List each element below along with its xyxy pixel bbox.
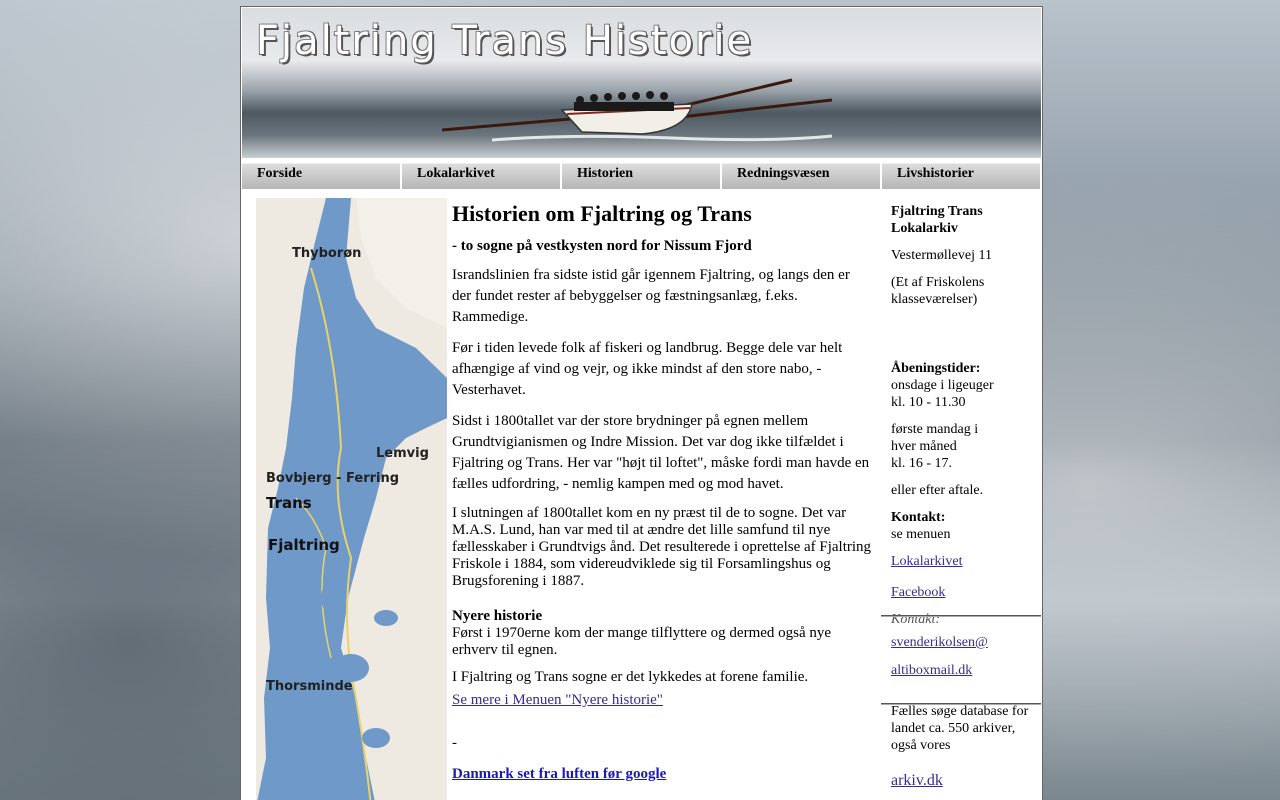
hours-line-4: hver måned [891, 439, 957, 454]
main-content [452, 197, 872, 793]
archive-address: Vestermøllevej 11 [891, 248, 992, 263]
map-label-trans: Trans [266, 494, 312, 512]
coast-map [256, 198, 447, 800]
dash-text: - [452, 735, 457, 751]
united-text: I Fjaltring og Trans sogne er det lykkedes at forene familie. [452, 669, 809, 685]
denmark-aerial-link[interactable]: Danmark set fra luften før google [452, 766, 667, 782]
hours-line-5: kl. 16 - 17. [891, 456, 953, 471]
more-history-link[interactable]: Se mere i Menuen "Nyere historie" [452, 692, 663, 708]
map-label-thorsminde: Thorsminde [266, 679, 353, 694]
rescue-boat-image [432, 78, 832, 148]
nav-item-historien[interactable]: Historien [562, 163, 720, 189]
map-label-thyboron: Thyborøn [292, 246, 362, 261]
paragraph-1: Israndslinien fra sidste istid går igennem Fjaltring, og langs den er der fundet rester af bebyggelser og fæstningsanlæg, f.eks. Rammedige. [452, 267, 850, 325]
paragraph-3: Sidst i 1800tallet var der store brydninger på egnen mellem Grundtvigianismen og Indre Mission. Det var dog ikke tilfældet i Fjaltring og Trans. Her var "højt til loftet", måske fordi man havde en fælles udfordring, - nemlig kampen med og mod havet. [452, 413, 870, 492]
sidebar-divider [881, 615, 1041, 617]
nav-item-redningsvaesen[interactable]: Redningsvæsen [722, 163, 880, 189]
map-label-bovbjerg-ferring: Bovbjerg - Ferring [266, 471, 400, 486]
site-title: Fjaltring Trans Historie [256, 18, 754, 64]
page-subtitle: - to sogne på vestkysten nord for Nissum Fjord [452, 238, 752, 254]
nav-item-forside[interactable]: Forside [242, 163, 400, 189]
contact-text: se menuen [891, 527, 951, 542]
nav-item-livshistorier[interactable]: Livshistorier [882, 163, 1040, 189]
hours-line-2: kl. 10 - 11.30 [891, 395, 966, 410]
map-label-lemvig: Lemvig [376, 446, 429, 461]
archive-name: Fjaltring Trans Lokalarkiv [891, 204, 983, 236]
email-link-part-2[interactable]: altiboxmail.dk [891, 663, 973, 678]
hours-line-3: første mandag i [891, 422, 979, 437]
facebook-link[interactable]: Facebook [891, 585, 946, 600]
hours-line-6: eller efter aftale. [891, 483, 984, 498]
archive-address-note: (Et af Friskolens klasseværelser) [891, 275, 985, 307]
email-link-part-1[interactable]: svenderikolsen@ [891, 635, 988, 650]
newer-history-heading: Nyere historie [452, 608, 543, 624]
hours-line-1: onsdage i ligeuger [891, 378, 994, 393]
lokalarkivet-link[interactable]: Lokalarkivet [891, 554, 963, 569]
nav-item-lokalarkivet[interactable]: Lokalarkivet [402, 163, 560, 189]
contact-label: Kontakt: [891, 612, 940, 627]
paragraph-2: Før i tiden levede folk af fiskeri og landbrug. Begge dele var helt afhængige af vind og vejr, og ikke mindst af den store nabo, - Vesterhavet. [452, 340, 843, 398]
database-text: Fælles søge database for landet ca. 550 arkiver, også vores [891, 704, 1029, 753]
hours-heading: Åbeningstider: [891, 361, 981, 376]
sidebar-divider-2 [881, 703, 1041, 705]
paragraph-4: I slutningen af 1800tallet kom en ny præst til de to sogne. Det var M.A.S. Lund, han var med til at ændre det lille samfund til nye fællesskaber i Grundtvigs ånd. Det resulterede i oprettelse af Fjaltring Friskole i 1884, som videreudviklede sig til Forsamlingshus og Brugsforening i 1887. [452, 505, 872, 589]
header-banner [242, 8, 1041, 158]
main-navigation [242, 163, 1041, 189]
newer-history-text: Først i 1970erne kom der mange tilflyttere og dermed også nye erhverv til egnen. [452, 625, 832, 658]
page-container [240, 6, 1043, 800]
sidebar [891, 203, 1041, 799]
arkiv-dk-link[interactable]: arkiv.dk [891, 772, 943, 789]
page-title: Historien om Fjaltring og Trans [452, 201, 752, 226]
map-label-fjaltring: Fjaltring [268, 536, 340, 554]
contact-heading: Kontakt: [891, 510, 946, 525]
